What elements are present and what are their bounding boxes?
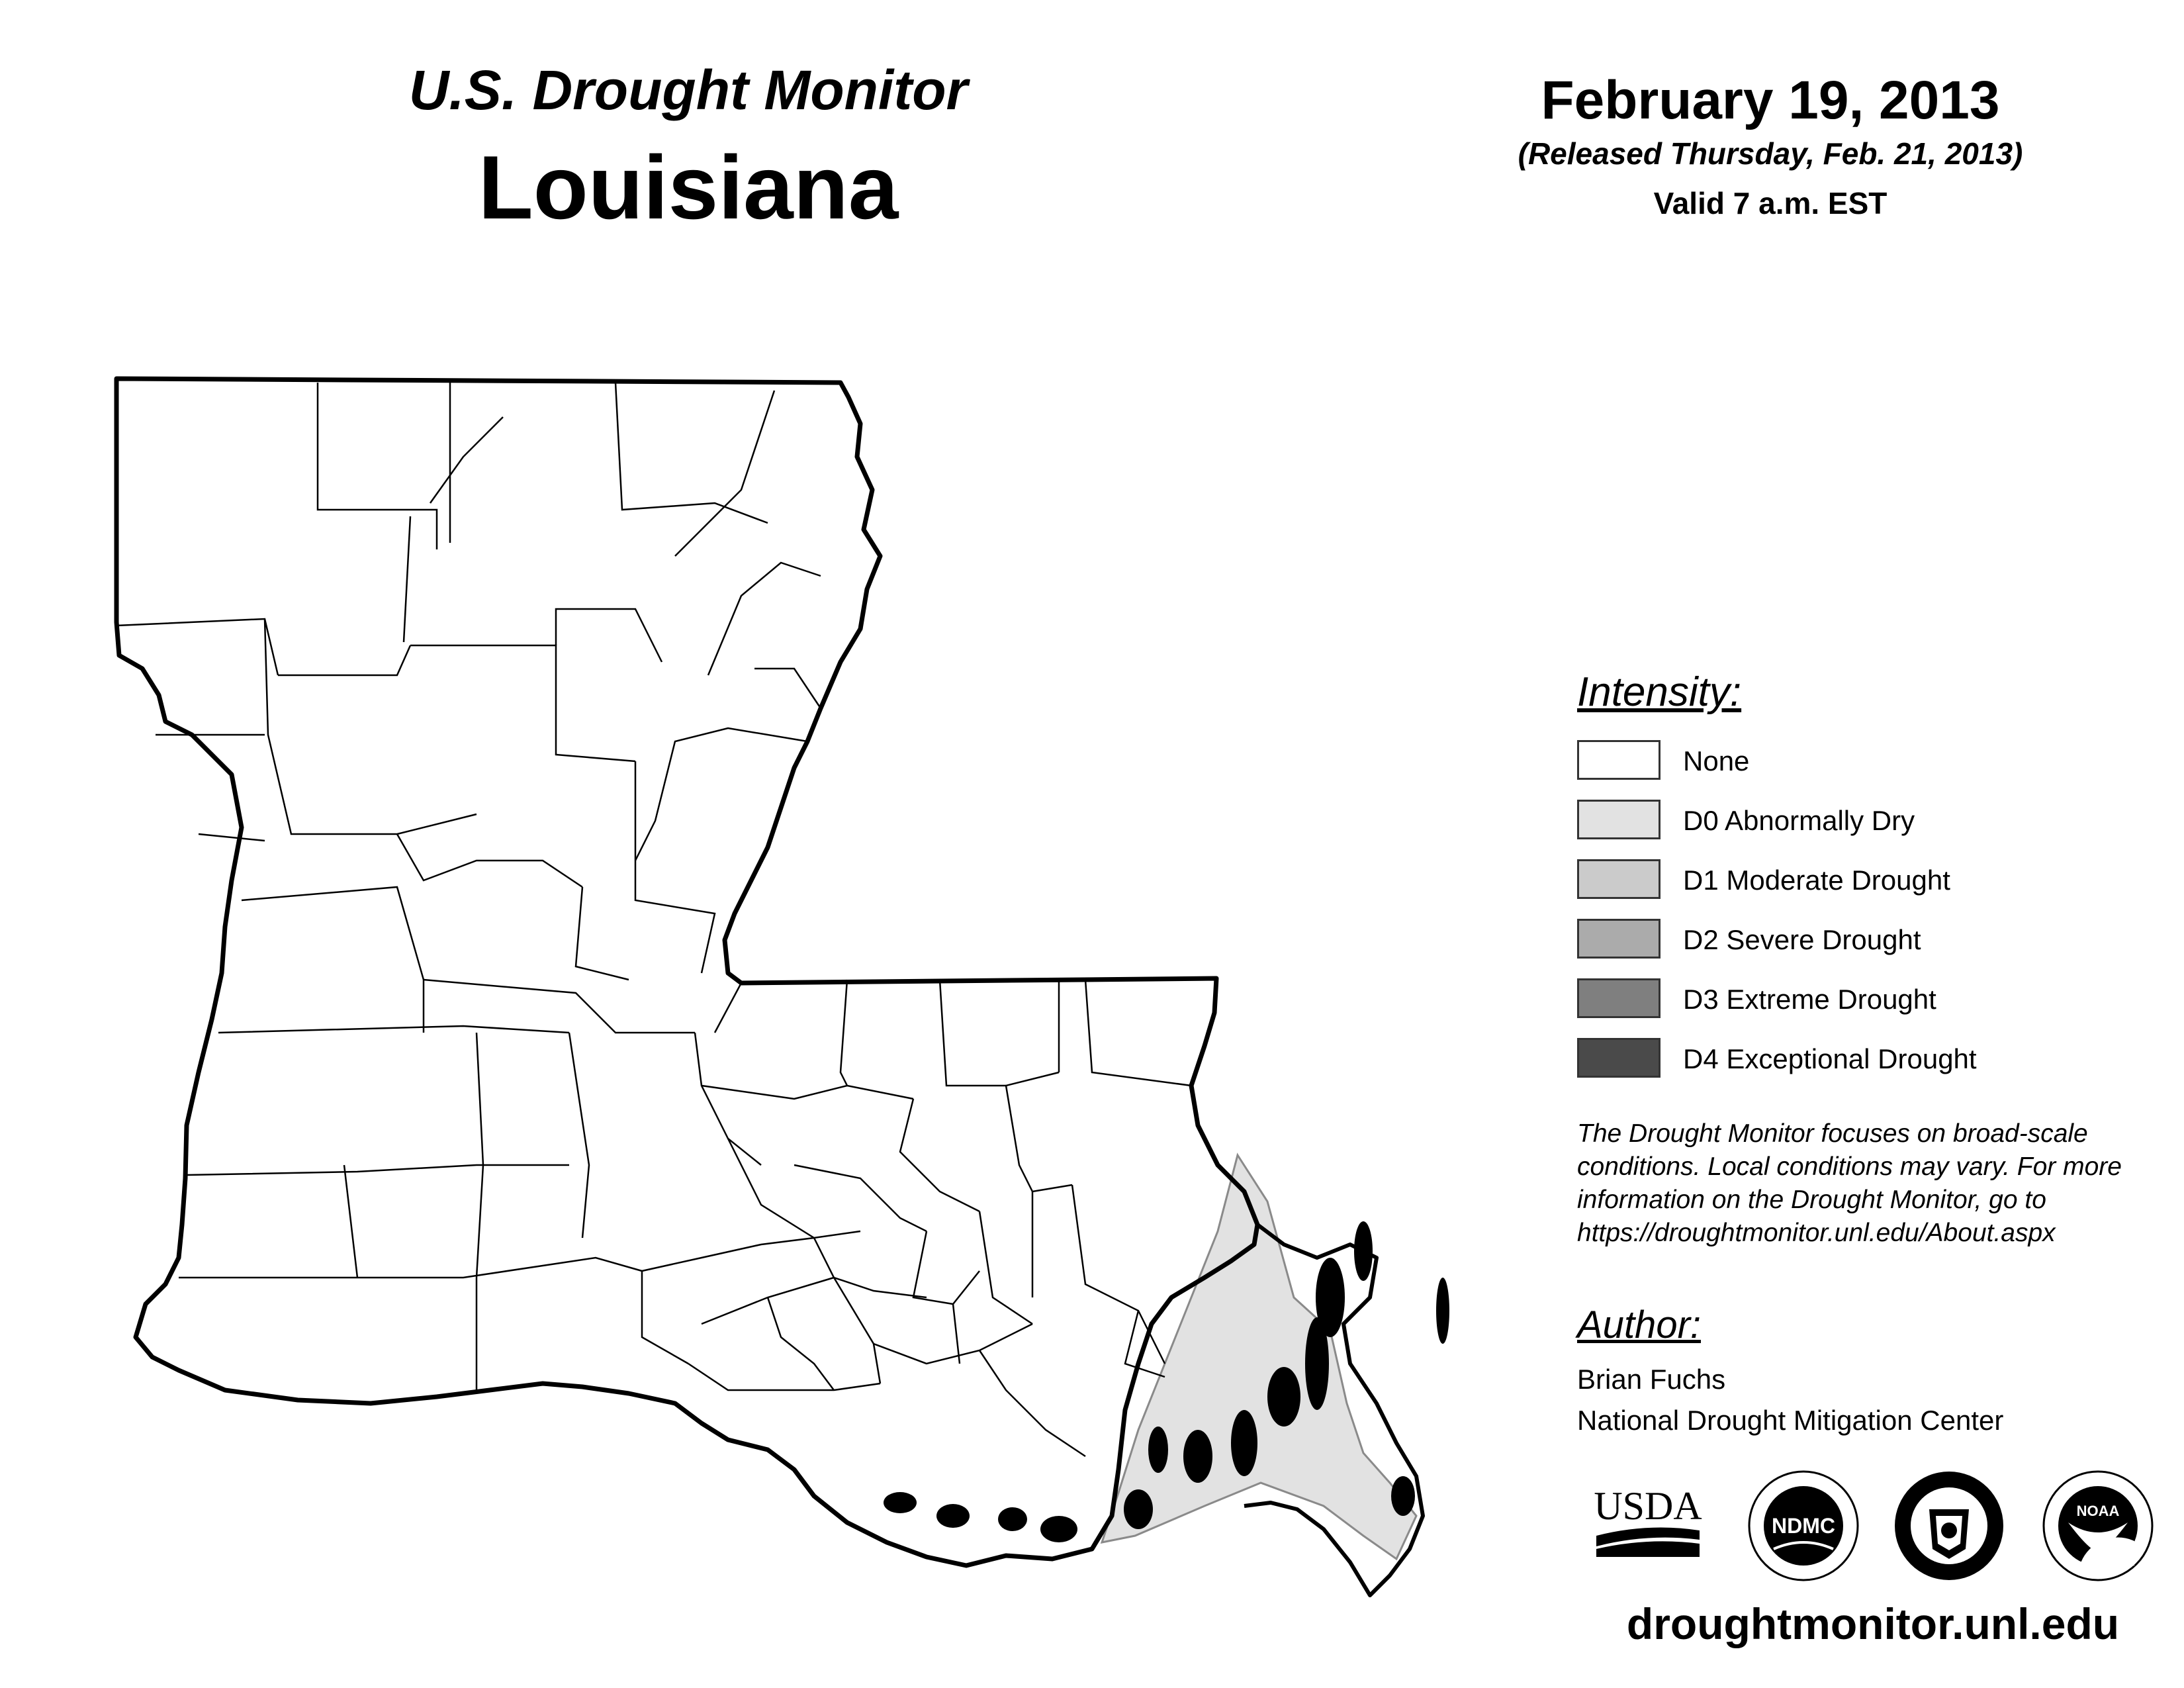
author-heading: Author: — [1577, 1303, 1701, 1346]
legend-label: D1 Moderate Drought — [1683, 865, 1950, 896]
legend-swatch-d2 — [1577, 919, 1661, 959]
note-line: information on the Drought Monitor, go to — [1577, 1186, 2046, 1214]
ndmc-logo-text: NDMC — [1772, 1514, 1835, 1538]
usda-logo — [1588, 1483, 1707, 1562]
legend-label: None — [1683, 745, 1750, 776]
usda-logo-text: USDA — [1594, 1484, 1702, 1528]
legend-title: Intensity: — [1577, 669, 1742, 715]
legend-swatch-d1 — [1577, 859, 1661, 899]
note-line: conditions. Local conditions may vary. For more — [1577, 1152, 2122, 1181]
state-title: Louisiana — [478, 137, 899, 238]
state-outline — [116, 379, 1257, 1566]
parish-boundaries — [116, 383, 1191, 1456]
note-line: The Drought Monitor focuses on broad-scale — [1577, 1119, 2088, 1148]
website-link[interactable]: droughtmonitor.unl.edu — [1626, 1599, 2120, 1648]
legend-swatch-none — [1577, 740, 1661, 780]
legend-label: D2 Severe Drought — [1683, 924, 1921, 955]
release-date: (Released Thursday, Feb. 21, 2013) — [1518, 136, 2023, 171]
legend-label: D3 Extreme Drought — [1683, 984, 1936, 1015]
map-date: February 19, 2013 — [1541, 70, 2000, 130]
legend-swatch-d4 — [1577, 1038, 1661, 1078]
ndmc-logo — [1747, 1470, 1860, 1582]
map-title: U.S. Drought Monitor — [408, 59, 968, 121]
commerce-seal-logo — [1893, 1470, 2005, 1582]
valid-time: Valid 7 a.m. EST — [1653, 186, 1888, 220]
noaa-logo-text: NOAA — [2076, 1503, 2120, 1519]
legend-swatch-d0 — [1577, 800, 1661, 839]
legend-label: D4 Exceptional Drought — [1683, 1043, 1977, 1074]
note-link[interactable]: https://droughtmonitor.unl.edu/About.aspx — [1577, 1219, 2056, 1247]
disclaimer-note — [1577, 1117, 2173, 1250]
author-name: Brian Fuchs — [1577, 1364, 1726, 1395]
noaa-logo — [2042, 1470, 2154, 1582]
author-organization: National Drought Mitigation Center — [1577, 1405, 2004, 1436]
legend-label: D0 Abnormally Dry — [1683, 805, 1915, 836]
legend-swatch-d3 — [1577, 978, 1661, 1018]
